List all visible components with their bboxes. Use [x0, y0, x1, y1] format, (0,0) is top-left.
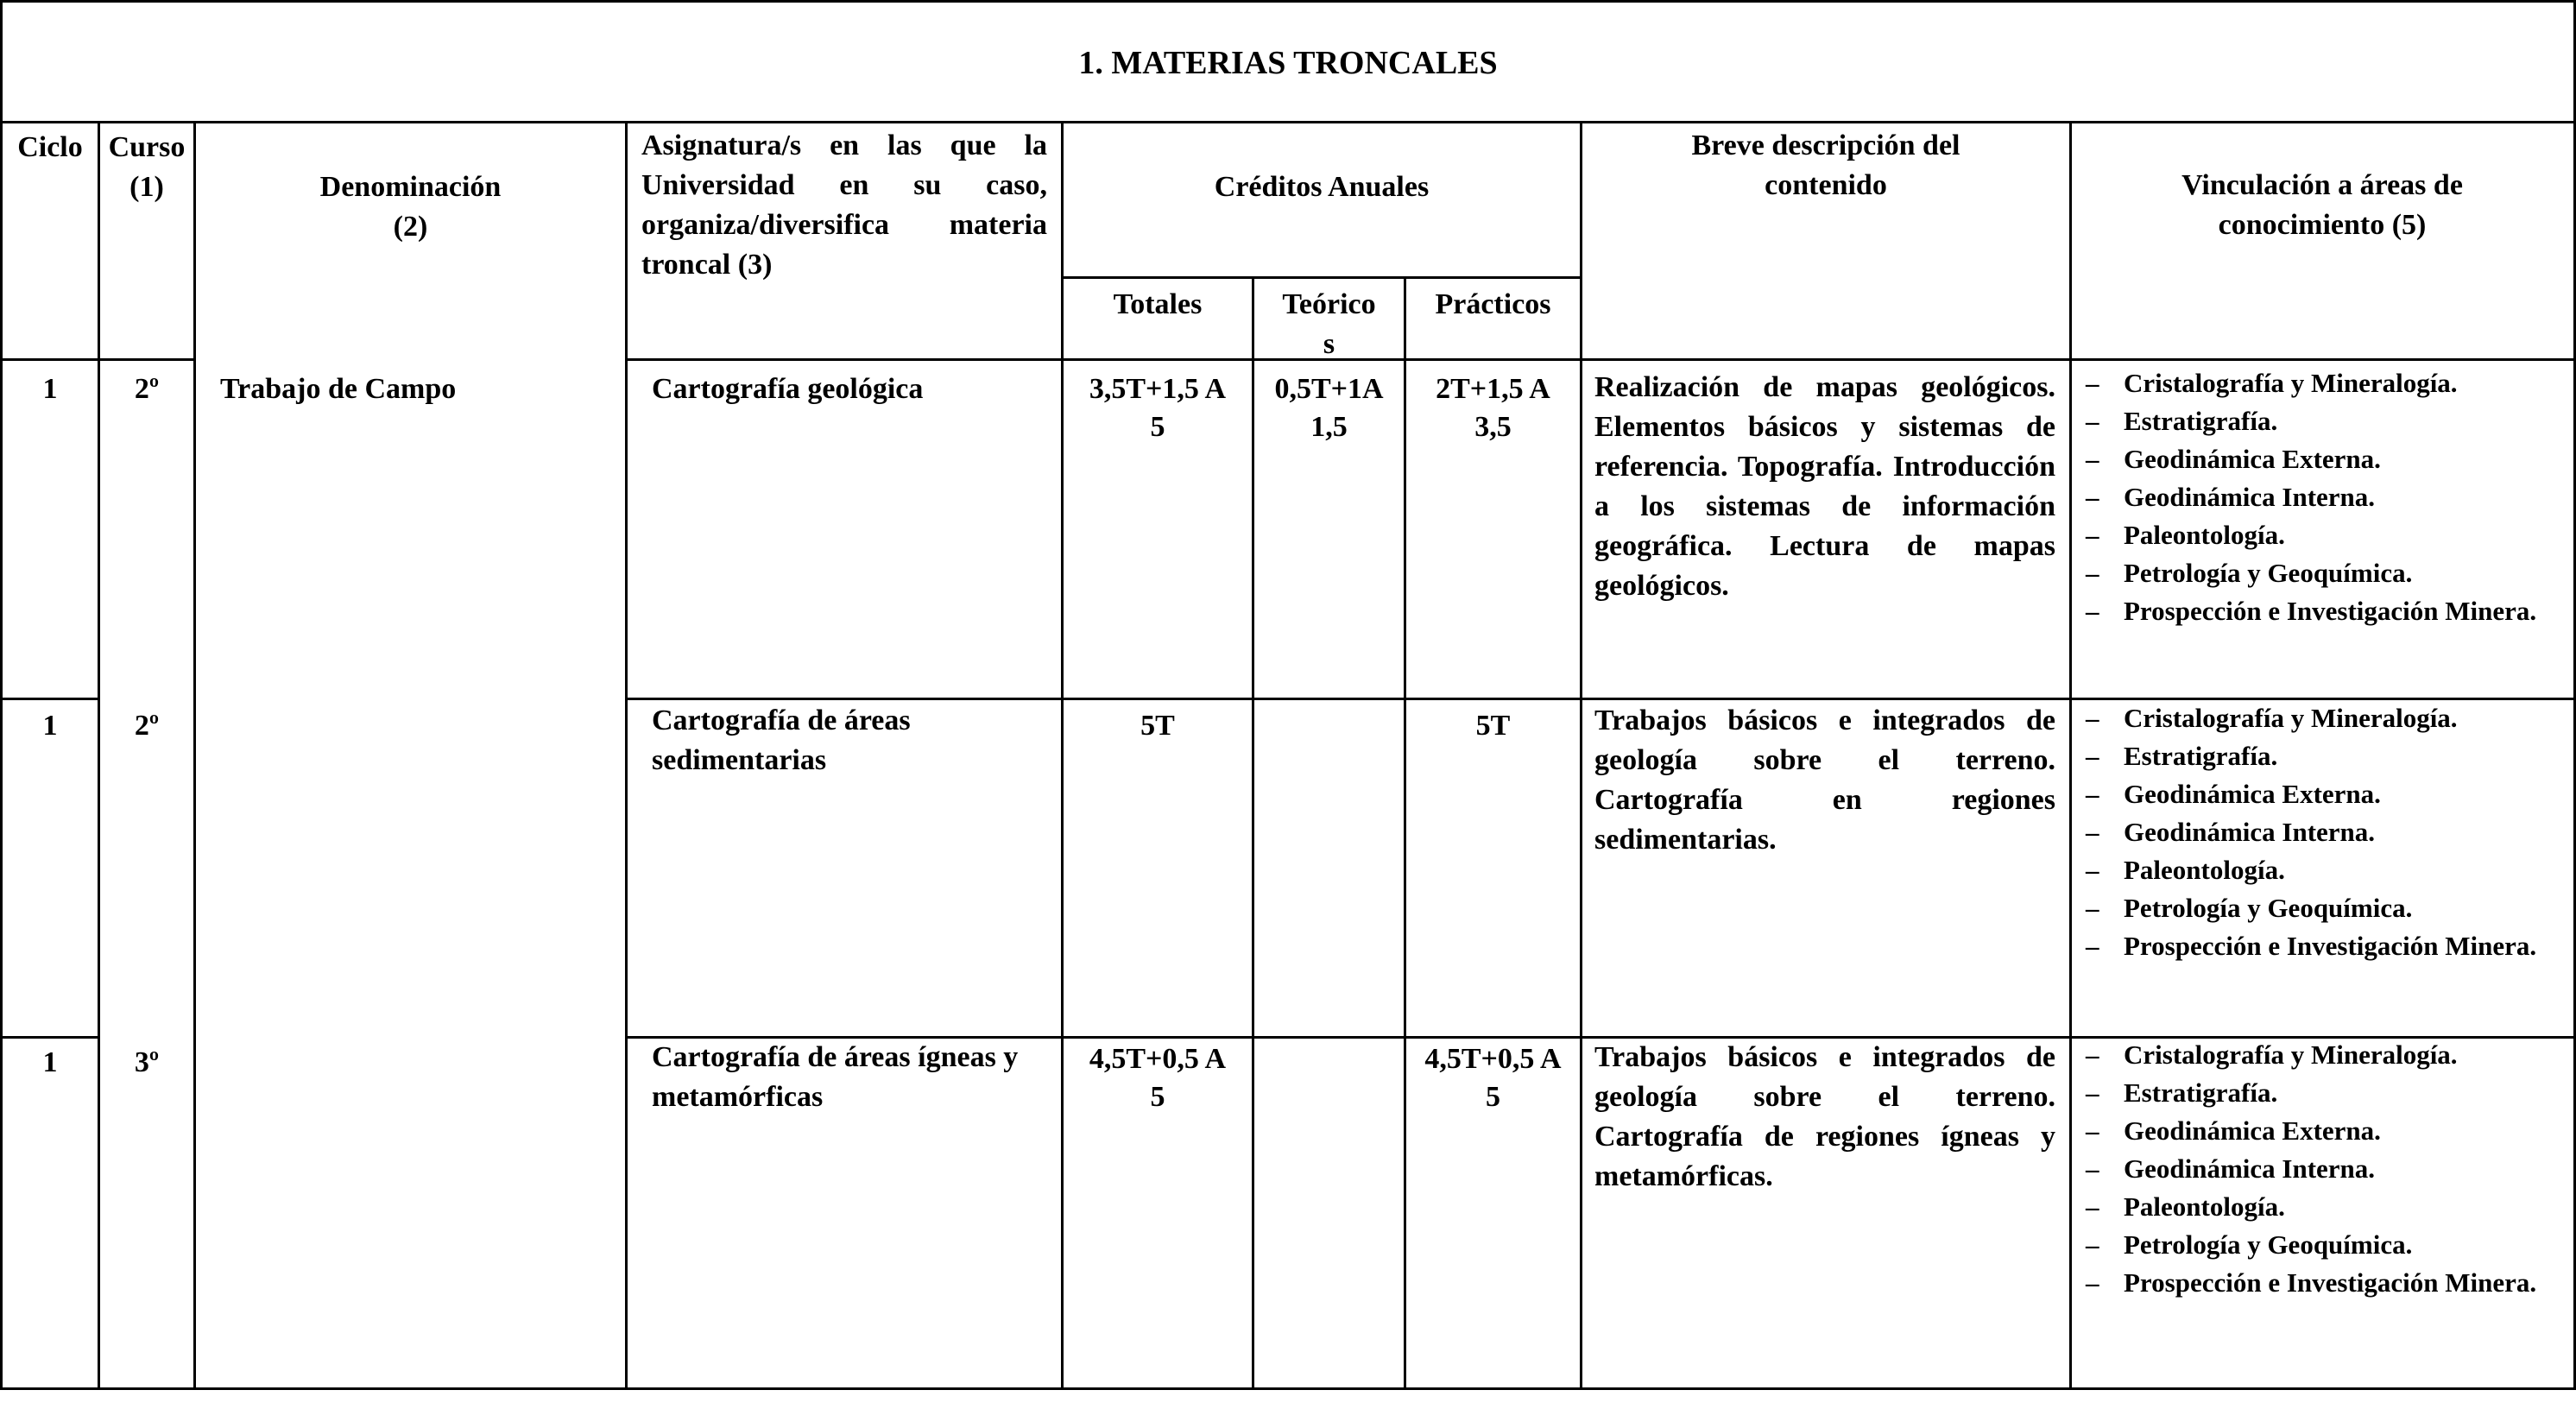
area-item: – Prospección e Investigación Minera. [2079, 592, 2560, 630]
area-item: – Petrología y Geoquímica. [2079, 1226, 2560, 1264]
cell-practicos: 2T+1,5 A [1436, 373, 1550, 405]
cell-descripcion: Realización de mapas geológicos. Elementos básicos y sistemas de referencia. Topografía. Introducción a los sistemas de información geográfica. Lectura de mapas geológicos. [1594, 371, 2055, 602]
cell-curso: 2º [134, 710, 160, 742]
header-denominacion: Denominación [319, 171, 502, 203]
header-curso: Curso [108, 131, 186, 163]
cell-teoricos-cont: 1,5 [1310, 411, 1348, 443]
area-item: – Cristalografía y Mineralogía. [2079, 364, 2560, 402]
area-item: – Geodinámica Interna. [2079, 1150, 2560, 1188]
cell-practicos: 4,5T+0,5 A [1424, 1043, 1562, 1075]
cell-descripcion: Trabajos básicos e integrados de geología sobre el terreno. Cartografía en regiones sedimentarias. [1594, 704, 2055, 856]
cell-totales: 5T [1140, 710, 1175, 742]
area-item: – Paleontología. [2079, 1188, 2560, 1226]
header-descripcion-cont: contenido [1765, 169, 1887, 201]
area-item: – Estratigrafía. [2079, 402, 2560, 440]
area-item: – Cristalografía y Mineralogía. [2079, 699, 2560, 737]
cell-totales-cont: 5 [1150, 1081, 1165, 1113]
area-item: – Petrología y Geoquímica. [2079, 554, 2560, 592]
border-left [0, 0, 3, 1390]
area-item: – Geodinámica Interna. [2079, 813, 2560, 851]
cell-asignatura: Cartografía de áreas ígneas y metamórficas [652, 1041, 1019, 1113]
cell-totales: 3,5T+1,5 A [1089, 373, 1227, 405]
cell-ciclo: 1 [42, 1046, 58, 1078]
cell-areas-list [2079, 364, 2560, 630]
cell-descripcion: Trabajos básicos e integrados de geología sobre el terreno. Cartografía de regiones ígneas y metamórficas. [1594, 1041, 2055, 1192]
area-item: – Geodinámica Interna. [2079, 478, 2560, 516]
row2-bottom-line-a [0, 1036, 99, 1039]
col-line-curso [193, 121, 196, 1390]
denominacion-cell: Trabajo de Campo [220, 373, 457, 405]
border-top [0, 0, 2576, 3]
col-line-descripcion [2069, 121, 2072, 1390]
cell-practicos-cont: 5 [1486, 1081, 1500, 1113]
cell-practicos-cont: 3,5 [1474, 411, 1512, 443]
border-bottom [0, 1387, 2576, 1390]
header-asignatura: Asignatura/s en las que la Universidad en su caso, organiza/diversifica materia troncal (3) [641, 130, 1047, 281]
header-ciclo: Ciclo [17, 131, 83, 163]
row1-bottom-line-a [0, 698, 99, 700]
area-item: – Estratigrafía. [2079, 737, 2560, 775]
header-totales: Totales [1113, 288, 1203, 320]
table-title: 1. MATERIAS TRONCALES [1078, 45, 1498, 81]
area-item: – Cristalografía y Mineralogía. [2079, 1036, 2560, 1074]
header-descripcion: Breve descripción del [1691, 130, 1960, 161]
header-creditos: Créditos Anuales [1214, 171, 1430, 203]
area-item: – Petrología y Geoquímica. [2079, 889, 2560, 927]
cell-teoricos: 0,5T+1A [1274, 373, 1384, 405]
area-item: – Prospección e Investigación Minera. [2079, 1264, 2560, 1302]
header-teoricos: Teórico [1282, 288, 1376, 320]
title-separator [0, 121, 2576, 123]
col-line-ciclo [98, 121, 100, 1390]
header-denominacion-note: (2) [393, 211, 428, 243]
area-item: – Paleontología. [2079, 851, 2560, 889]
cell-asignatura: Cartografía de áreas sedimentarias [652, 704, 911, 776]
area-item: – Paleontología. [2079, 516, 2560, 554]
col-line-denominacion [625, 121, 628, 1390]
area-item: – Estratigrafía. [2079, 1074, 2560, 1112]
cell-areas-list [2079, 699, 2560, 965]
header-vinculacion: Vinculación a áreas de conocimiento (5) [2181, 169, 2463, 241]
cell-asignatura: Cartografía geológica [652, 373, 924, 405]
header-bottom-line-b [626, 358, 2576, 361]
header-teoricos-cont: s [1323, 328, 1335, 360]
cell-ciclo: 1 [42, 373, 58, 405]
header-practicos: Prácticos [1435, 288, 1551, 320]
area-item: – Geodinámica Externa. [2079, 1112, 2560, 1150]
creditos-subheader-line [1062, 276, 1580, 279]
area-item: – Geodinámica Externa. [2079, 440, 2560, 478]
cell-curso: 3º [134, 1046, 160, 1078]
cell-curso: 2º [134, 373, 160, 405]
cell-areas-list [2079, 1036, 2560, 1302]
col-line-practicos [1580, 121, 1582, 1390]
cell-totales: 4,5T+0,5 A [1089, 1043, 1227, 1075]
cell-practicos: 5T [1475, 710, 1511, 742]
cell-ciclo: 1 [42, 710, 58, 742]
header-curso-note: (1) [129, 171, 164, 203]
area-item: – Geodinámica Externa. [2079, 775, 2560, 813]
area-item: – Prospección e Investigación Minera. [2079, 927, 2560, 965]
cell-totales-cont: 5 [1150, 411, 1165, 443]
